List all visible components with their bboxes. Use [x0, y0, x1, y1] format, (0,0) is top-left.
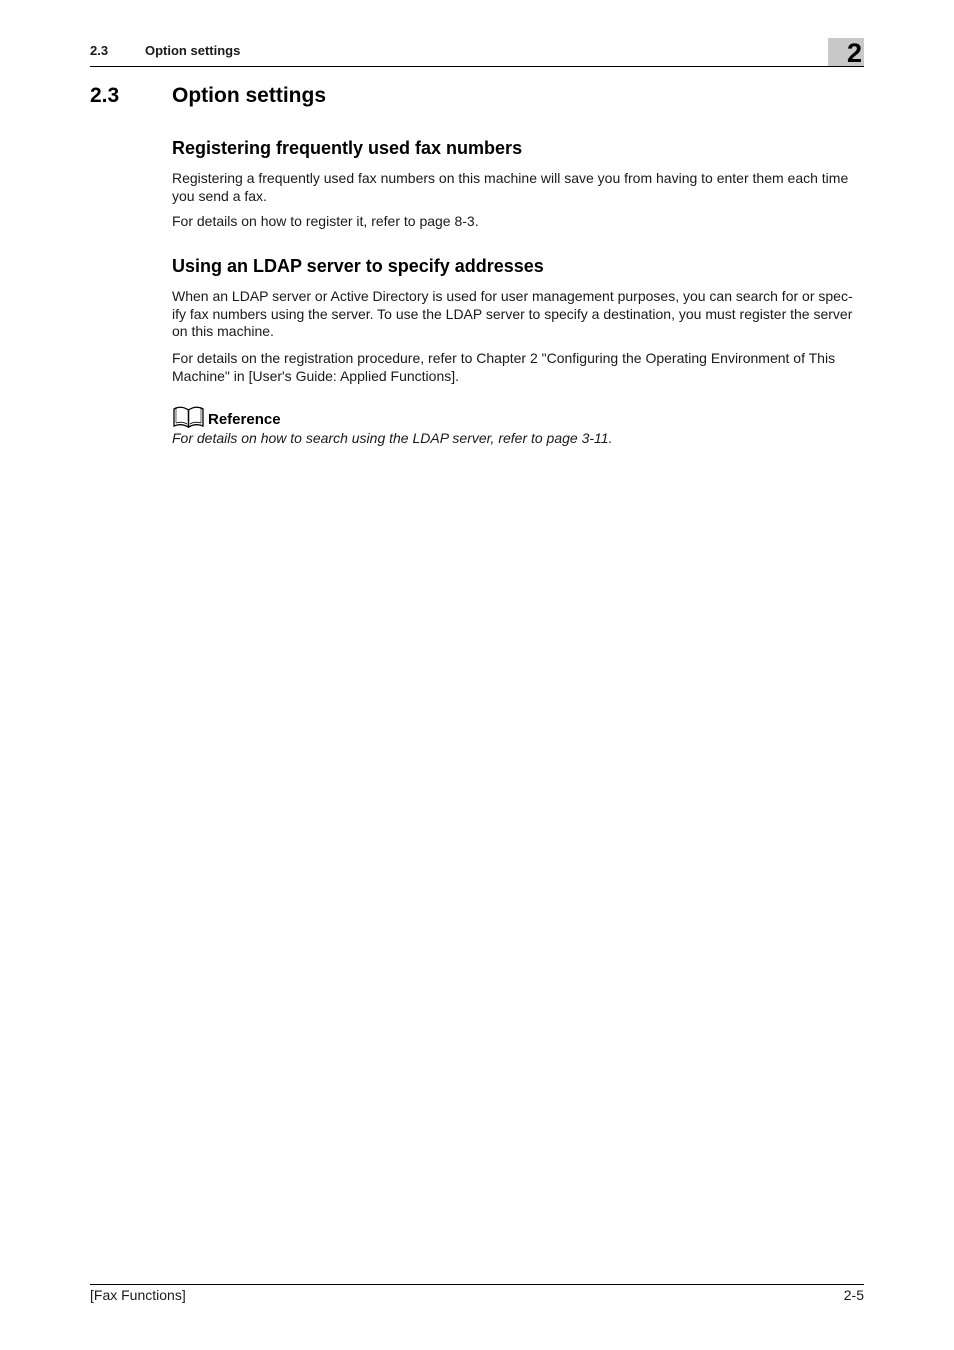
paragraph-line: Registering a frequently used fax numbers on this machine will save you from having to enter them each time	[172, 170, 849, 186]
paragraph-line: For details on how to register it, refer to page 8-3.	[172, 213, 479, 229]
paragraph-ldap-details	[172, 350, 864, 385]
reference-label: Reference	[208, 411, 281, 428]
paragraph-ldap-intro	[172, 288, 864, 341]
paragraph-line: you send a fax.	[172, 187, 267, 204]
section-title: Option settings	[172, 84, 326, 107]
chapter-number: 2	[846, 38, 862, 68]
paragraph-line: Machine" in [User's Guide: Applied Functions].	[172, 367, 460, 384]
chapter-tab	[828, 38, 864, 66]
header-section-title: Option settings	[145, 43, 241, 58]
subsection-heading-fax-numbers: Registering frequently used fax numbers	[172, 138, 523, 158]
footer-manual-title: [Fax Functions]	[90, 1287, 186, 1303]
section-heading	[90, 84, 326, 108]
book-icon	[172, 403, 206, 429]
paragraph-fax-numbers-intro	[172, 170, 864, 205]
footer-page-number: 2-5	[843, 1287, 864, 1303]
subsection-heading-ldap: Using an LDAP server to specify addresses	[172, 256, 544, 276]
paragraph-line: When an LDAP server or Active Directory is used for user management purposes, you can search for or spec-	[172, 288, 853, 304]
section-number: 2.3	[90, 84, 120, 107]
paragraph-line: For details on the registration procedure, refer to Chapter 2 "Configuring the Operating Environment of This	[172, 350, 836, 366]
paragraph-line: ify fax numbers using the server. To use the LDAP server to specify a destination, you must register the server	[172, 305, 853, 322]
page-footer	[90, 1284, 864, 1309]
running-header	[90, 38, 864, 67]
header-section-number: 2.3	[90, 43, 109, 58]
reference-text: For details on how to search using the LDAP server, refer to page 3-11.	[172, 430, 613, 446]
paragraph-fax-numbers-details	[172, 213, 864, 231]
paragraph-line: on this machine.	[172, 323, 274, 339]
